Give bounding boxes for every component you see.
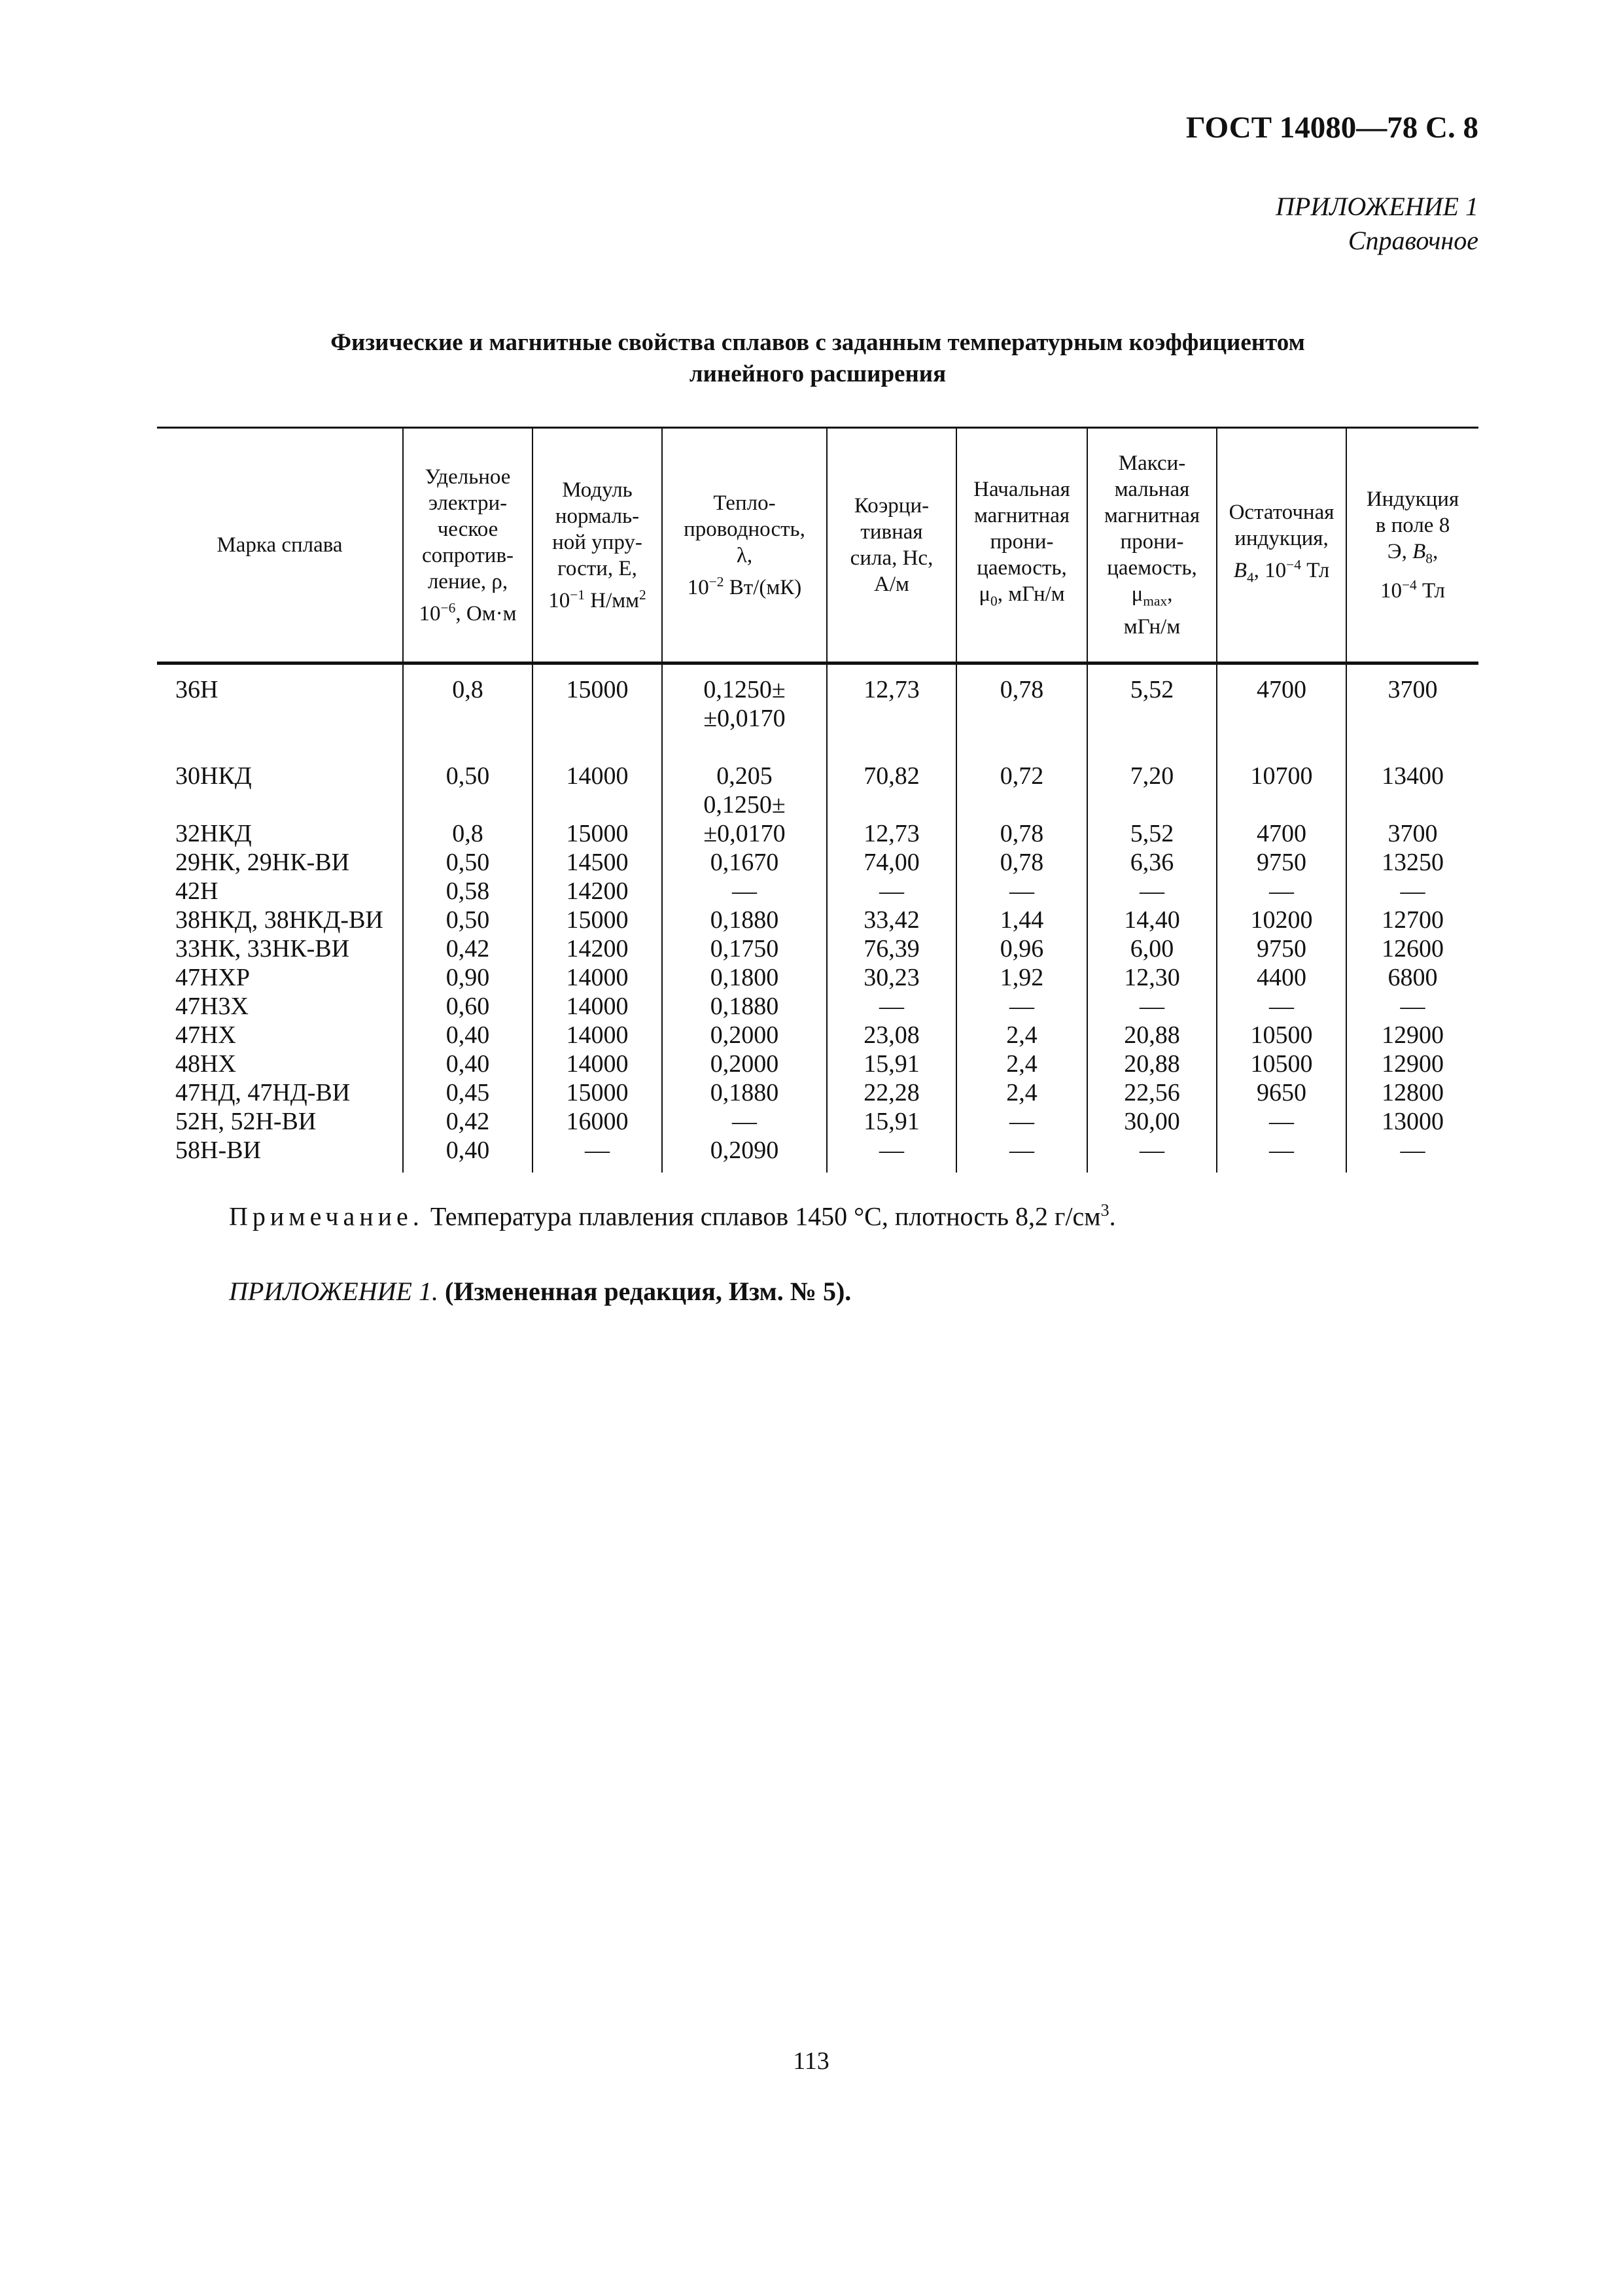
col-header-modulus: Модуль нормаль- ной упру- гости, E, $10^{-1}$ $Н/мм^2$ <box>532 428 662 663</box>
cell-modulus: 15000 <box>532 819 662 848</box>
cell-induction: 13250 <box>1346 848 1478 877</box>
cell-grade <box>157 704 403 733</box>
cell-grade <box>157 790 403 819</box>
cell-resistivity: 0,40 <box>403 1050 532 1078</box>
table-row <box>157 1050 1478 1078</box>
cell-conductivity: 0,1880 <box>662 906 827 934</box>
cell-modulus: 14500 <box>532 848 662 877</box>
cell-resistivity: 0,40 <box>403 1021 532 1050</box>
cell-resistivity: 0,8 <box>403 819 532 848</box>
table-row <box>157 1107 1478 1136</box>
cell-conductivity: 0,1670 <box>662 848 827 877</box>
cell-max-perm: 14,40 <box>1087 906 1217 934</box>
table-row <box>157 1021 1478 1050</box>
cell-remanence: 4700 <box>1217 819 1346 848</box>
cell-induction: 12900 <box>1346 1021 1478 1050</box>
table-row <box>157 1136 1478 1173</box>
cell-remanence: 9750 <box>1217 934 1346 963</box>
cell-conductivity: ±0,0170 <box>662 819 827 848</box>
cell-remanence <box>1217 790 1346 819</box>
table-row <box>157 963 1478 992</box>
cell-conductivity: 0,1880 <box>662 992 827 1021</box>
table-header-row <box>157 428 1478 663</box>
cell-coercive <box>827 790 956 819</box>
cell-induction: — <box>1346 877 1478 906</box>
cell-initial-perm: 0,78 <box>956 848 1087 877</box>
cell-modulus: 14200 <box>532 934 662 963</box>
appendix-label: ПРИЛОЖЕНИЕ 1 <box>1276 192 1478 221</box>
cell-grade: 58Н-ВИ <box>175 1137 261 1164</box>
table-row <box>157 733 1478 790</box>
cell-max-perm: 7,20 <box>1087 733 1217 790</box>
cell-induction <box>1346 790 1478 819</box>
page-number: 113 <box>793 2047 829 2075</box>
cell-max-perm: — <box>1087 877 1217 906</box>
cell-coercive <box>827 704 956 733</box>
cell-initial-perm: 2,4 <box>956 1050 1087 1078</box>
cell-conductivity: 0,1250± <box>662 663 827 705</box>
cell-induction: 12900 <box>1346 1050 1478 1078</box>
cell-induction: 13400 <box>1346 733 1478 790</box>
cell-coercive: 15,91 <box>827 1050 956 1078</box>
cell-conductivity: 0,1750 <box>662 934 827 963</box>
cell-initial-perm: — <box>956 1107 1087 1136</box>
cell-modulus: 16000 <box>532 1107 662 1136</box>
cell-max-perm: 5,52 <box>1087 819 1217 848</box>
table-body <box>157 663 1478 1173</box>
cell-remanence: 9650 <box>1217 1078 1346 1107</box>
cell-coercive: 23,08 <box>827 1021 956 1050</box>
cell-modulus <box>532 704 662 733</box>
cell-resistivity: 0,60 <box>403 992 532 1021</box>
cell-modulus: 14000 <box>532 1021 662 1050</box>
cell-grade: 47НХР <box>175 964 251 991</box>
table-row <box>157 934 1478 963</box>
col-header-initial-permeability: Начальная магнитная прони- цаемость, $\mu_0$, мГн/м <box>956 428 1087 663</box>
appendix-kind: Справочное <box>1348 226 1478 255</box>
cell-initial-perm: 2,4 <box>956 1021 1087 1050</box>
cell-modulus: 15000 <box>532 906 662 934</box>
cell-initial-perm: 1,92 <box>956 963 1087 992</box>
cell-resistivity: 0,40 <box>403 1136 532 1173</box>
note-label: Примечание. <box>229 1201 424 1231</box>
cell-remanence: — <box>1217 1107 1346 1136</box>
cell-conductivity: 0,2000 <box>662 1050 827 1078</box>
cell-initial-perm: 0,78 <box>956 663 1087 705</box>
table-row <box>157 663 1478 705</box>
cell-coercive: 22,28 <box>827 1078 956 1107</box>
cell-coercive: 76,39 <box>827 934 956 963</box>
cell-resistivity: 0,50 <box>403 733 532 790</box>
appendix-block <box>1151 190 1478 258</box>
cell-remanence <box>1217 704 1346 733</box>
cell-coercive: — <box>827 992 956 1021</box>
cell-coercive: 30,23 <box>827 963 956 992</box>
col-header-coercive-force: Коэрци- тивная сила, Нс, А/м <box>827 428 956 663</box>
cell-max-perm: 20,88 <box>1087 1050 1217 1078</box>
table-row <box>157 819 1478 848</box>
cell-initial-perm: 1,44 <box>956 906 1087 934</box>
cell-coercive: 33,42 <box>827 906 956 934</box>
cell-remanence: 10200 <box>1217 906 1346 934</box>
cell-initial-perm: — <box>956 877 1087 906</box>
table-row <box>157 1078 1478 1107</box>
table-row <box>157 906 1478 934</box>
cell-grade: 36Н <box>175 676 218 703</box>
cell-grade: 47НД, 47НД-ВИ <box>175 1079 351 1106</box>
amendment-note <box>229 1276 1472 1307</box>
cell-conductivity: 0,1800 <box>662 963 827 992</box>
cell-induction: 12800 <box>1346 1078 1478 1107</box>
cell-initial-perm: 0,78 <box>956 819 1087 848</box>
cell-coercive: 74,00 <box>827 848 956 877</box>
note-superscript: 3 <box>1100 1201 1109 1220</box>
cell-resistivity: 0,50 <box>403 906 532 934</box>
amendment-text: (Измененная редакция, Изм. № 5). <box>444 1277 852 1306</box>
cell-induction: 3700 <box>1346 819 1478 848</box>
cell-grade: 47НХ <box>175 1021 236 1049</box>
cell-grade: 29НК, 29НК-ВИ <box>175 849 350 876</box>
cell-coercive: 12,73 <box>827 663 956 705</box>
cell-modulus: — <box>532 1136 662 1173</box>
col-header-grade: Марка сплава <box>157 428 403 663</box>
col-header-max-permeability: Макси- мальная магнитная прони- цаемость, $\mu_{max}$, мГн/м <box>1087 428 1217 663</box>
cell-coercive: — <box>827 877 956 906</box>
cell-initial-perm <box>956 790 1087 819</box>
table-row <box>157 790 1478 819</box>
properties-table <box>157 427 1478 1173</box>
table-row <box>157 704 1478 733</box>
cell-conductivity: — <box>662 1107 827 1136</box>
cell-max-perm: — <box>1087 1136 1217 1173</box>
cell-induction: 12700 <box>1346 906 1478 934</box>
cell-coercive: 15,91 <box>827 1107 956 1136</box>
cell-conductivity: 0,205 <box>662 733 827 790</box>
cell-max-perm: 6,00 <box>1087 934 1217 963</box>
cell-resistivity: 0,50 <box>403 848 532 877</box>
cell-induction: 6800 <box>1346 963 1478 992</box>
cell-conductivity: ±0,0170 <box>662 704 827 733</box>
cell-resistivity: 0,45 <box>403 1078 532 1107</box>
cell-resistivity <box>403 790 532 819</box>
cell-max-perm: 5,52 <box>1087 663 1217 705</box>
cell-modulus: 15000 <box>532 663 662 705</box>
amendment-label: ПРИЛОЖЕНИЕ 1. <box>229 1277 438 1306</box>
cell-remanence: — <box>1217 992 1346 1021</box>
table-row <box>157 992 1478 1021</box>
cell-modulus: 14200 <box>532 877 662 906</box>
cell-coercive: — <box>827 1136 956 1173</box>
cell-induction: — <box>1346 992 1478 1021</box>
cell-remanence: — <box>1217 1136 1346 1173</box>
cell-modulus: 14000 <box>532 963 662 992</box>
cell-resistivity: 0,90 <box>403 963 532 992</box>
cell-resistivity: 0,42 <box>403 934 532 963</box>
cell-grade: 42Н <box>175 877 218 905</box>
table-note: Примечание. Температура плавления сплавов 1450 °С, плотность 8,2 $г/см^3$. <box>229 1201 1116 1231</box>
cell-initial-perm <box>956 704 1087 733</box>
cell-initial-perm: — <box>956 992 1087 1021</box>
table-row <box>157 848 1478 877</box>
cell-grade: 33НК, 33НК-ВИ <box>175 935 350 963</box>
note-text: Температура плавления сплавов 1450 °С, плотность 8,2 г/см <box>423 1201 1101 1231</box>
cell-remanence: 10500 <box>1217 1021 1346 1050</box>
cell-coercive: 70,82 <box>827 733 956 790</box>
cell-max-perm: — <box>1087 992 1217 1021</box>
cell-conductivity: 0,1880 <box>662 1078 827 1107</box>
cell-initial-perm: — <box>956 1136 1087 1173</box>
cell-grade: 30НКД <box>175 762 252 790</box>
cell-max-perm: 22,56 <box>1087 1078 1217 1107</box>
cell-induction: — <box>1346 1136 1478 1173</box>
cell-max-perm <box>1087 704 1217 733</box>
cell-initial-perm: 0,96 <box>956 934 1087 963</box>
cell-max-perm: 30,00 <box>1087 1107 1217 1136</box>
cell-induction <box>1346 704 1478 733</box>
document-header: ГОСТ 14080—78 С. 8 <box>1185 111 1478 145</box>
cell-grade: 52Н, 52Н-ВИ <box>175 1108 317 1135</box>
table-row <box>157 877 1478 906</box>
cell-induction: 3700 <box>1346 663 1478 705</box>
cell-resistivity: 0,58 <box>403 877 532 906</box>
cell-remanence: — <box>1217 877 1346 906</box>
cell-modulus <box>532 790 662 819</box>
cell-remanence: 10500 <box>1217 1050 1346 1078</box>
cell-initial-perm: 2,4 <box>956 1078 1087 1107</box>
cell-remanence: 4700 <box>1217 663 1346 705</box>
cell-resistivity: 0,42 <box>403 1107 532 1136</box>
cell-modulus: 14000 <box>532 992 662 1021</box>
cell-conductivity: — <box>662 877 827 906</box>
cell-max-perm: 20,88 <box>1087 1021 1217 1050</box>
cell-max-perm: 12,30 <box>1087 963 1217 992</box>
cell-remanence: 4400 <box>1217 963 1346 992</box>
cell-grade: 48НХ <box>175 1050 236 1078</box>
table-title <box>157 327 1478 390</box>
cell-resistivity: 0,8 <box>403 663 532 705</box>
cell-modulus: 14000 <box>532 1050 662 1078</box>
table-title-line-2: линейного расширения <box>689 361 947 387</box>
cell-grade: 47Н3Х <box>175 993 249 1020</box>
cell-modulus: 14000 <box>532 733 662 790</box>
cell-remanence: 9750 <box>1217 848 1346 877</box>
cell-remanence: 10700 <box>1217 733 1346 790</box>
col-header-induction: Индукция в поле 8 Э, $B_8$, $10^{-4}$ Тл <box>1346 428 1478 663</box>
cell-conductivity: 0,1250± <box>662 790 827 819</box>
cell-max-perm <box>1087 790 1217 819</box>
col-header-remanence: Остаточная индукция, $B_4$, $10^{-4}$ Тл <box>1217 428 1346 663</box>
cell-conductivity: 0,2000 <box>662 1021 827 1050</box>
cell-coercive: 12,73 <box>827 819 956 848</box>
cell-max-perm: 6,36 <box>1087 848 1217 877</box>
col-header-conductivity: Тепло- проводность, λ, $10^{-2}$ Вт/(мК) <box>662 428 827 663</box>
cell-induction: 12600 <box>1346 934 1478 963</box>
cell-resistivity <box>403 704 532 733</box>
cell-initial-perm: 0,72 <box>956 733 1087 790</box>
cell-grade: 38НКД, 38НКД-ВИ <box>175 906 383 934</box>
cell-conductivity: 0,2090 <box>662 1136 827 1173</box>
table-title-line-1: Физические и магнитные свойства сплавов с заданным температурным коэффициентом <box>330 329 1305 356</box>
cell-induction: 13000 <box>1346 1107 1478 1136</box>
cell-grade: 32НКД <box>175 820 252 847</box>
col-header-resistivity: Удельное электри- ческое сопротив- ление, ρ, $10^{-6}$, Ом·м <box>403 428 532 663</box>
cell-modulus: 15000 <box>532 1078 662 1107</box>
